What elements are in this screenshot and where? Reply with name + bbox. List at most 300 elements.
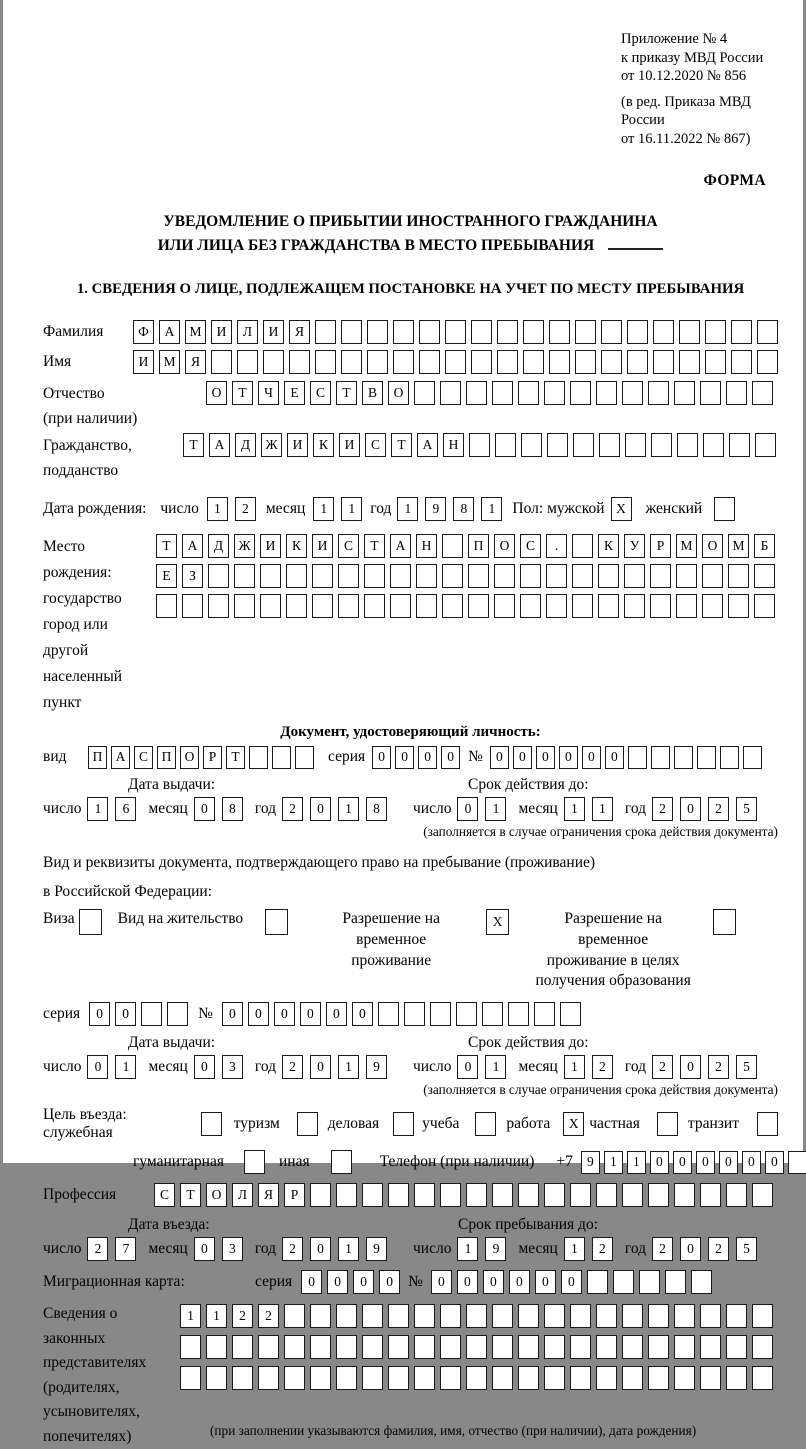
char-box[interactable]: 0	[418, 746, 437, 769]
char-box[interactable]	[549, 320, 570, 344]
char-box[interactable]	[492, 1304, 513, 1328]
char-box[interactable]	[442, 594, 463, 618]
char-box[interactable]: 0	[222, 1002, 243, 1026]
char-box[interactable]: 2	[652, 1237, 673, 1261]
char-box[interactable]: 1	[485, 1055, 506, 1079]
char-box[interactable]: Я	[289, 320, 310, 344]
char-box[interactable]: 0	[719, 1151, 738, 1174]
char-box[interactable]: А	[417, 433, 438, 457]
char-box[interactable]	[167, 1002, 188, 1026]
char-box[interactable]: 9	[485, 1237, 506, 1261]
char-box[interactable]	[272, 746, 291, 769]
char-box[interactable]: К	[286, 534, 307, 558]
char-box[interactable]: Я	[185, 350, 206, 374]
char-box[interactable]	[598, 594, 619, 618]
char-box[interactable]	[244, 1150, 265, 1174]
char-box[interactable]: 0	[310, 1055, 331, 1079]
char-box[interactable]	[286, 594, 307, 618]
char-box[interactable]	[651, 433, 672, 457]
char-box[interactable]: О	[206, 1183, 227, 1207]
char-box[interactable]	[674, 381, 695, 405]
char-box[interactable]	[315, 350, 336, 374]
char-box[interactable]	[752, 1304, 773, 1328]
char-box[interactable]: 0	[483, 1270, 504, 1294]
char-box[interactable]: 9	[366, 1055, 387, 1079]
char-box[interactable]: И	[211, 320, 232, 344]
char-box[interactable]: 2	[282, 1237, 303, 1261]
char-box[interactable]: З	[182, 564, 203, 588]
char-box[interactable]: М	[676, 534, 697, 558]
char-box[interactable]: 6	[115, 797, 136, 821]
char-box[interactable]: Т	[391, 433, 412, 457]
char-box[interactable]	[404, 1002, 425, 1026]
char-box[interactable]	[648, 1304, 669, 1328]
char-box[interactable]	[702, 594, 723, 618]
char-box[interactable]	[440, 1366, 461, 1390]
char-box[interactable]	[310, 1183, 331, 1207]
char-box[interactable]	[440, 1304, 461, 1328]
char-box[interactable]: 0	[327, 1270, 348, 1294]
char-box[interactable]	[703, 433, 724, 457]
char-box[interactable]: .	[546, 534, 567, 558]
char-box[interactable]: Т	[180, 1183, 201, 1207]
char-box[interactable]: А	[182, 534, 203, 558]
char-box[interactable]	[367, 350, 388, 374]
char-box[interactable]: С	[154, 1183, 175, 1207]
char-box[interactable]: 2	[282, 797, 303, 821]
char-box[interactable]	[731, 350, 752, 374]
char-box[interactable]: Т	[183, 433, 204, 457]
char-box[interactable]	[414, 1335, 435, 1359]
char-box[interactable]	[388, 1366, 409, 1390]
char-box[interactable]	[414, 1183, 435, 1207]
char-box[interactable]	[180, 1366, 201, 1390]
char-box[interactable]	[752, 381, 773, 405]
char-box[interactable]: 0	[115, 1002, 136, 1026]
char-box[interactable]: 2	[708, 797, 729, 821]
char-box[interactable]: Я	[258, 1183, 279, 1207]
char-box[interactable]	[674, 746, 693, 769]
char-box[interactable]: И	[339, 433, 360, 457]
char-box[interactable]	[388, 1335, 409, 1359]
char-box[interactable]	[653, 350, 674, 374]
char-box[interactable]	[494, 594, 515, 618]
char-box[interactable]: Ж	[234, 534, 255, 558]
char-box[interactable]: 0	[535, 1270, 556, 1294]
char-box[interactable]	[466, 1335, 487, 1359]
char-box[interactable]: М	[185, 320, 206, 344]
char-box[interactable]	[419, 350, 440, 374]
char-box[interactable]	[471, 320, 492, 344]
char-box[interactable]: Т	[364, 534, 385, 558]
char-box[interactable]: О	[206, 381, 227, 405]
char-box[interactable]: 1	[338, 797, 359, 821]
char-box[interactable]: 5	[736, 1237, 757, 1261]
char-box[interactable]: 2	[708, 1055, 729, 1079]
char-box[interactable]	[518, 1183, 539, 1207]
char-box[interactable]	[639, 1270, 660, 1294]
char-box[interactable]	[419, 320, 440, 344]
char-box[interactable]: 0	[605, 746, 624, 769]
char-box[interactable]	[573, 433, 594, 457]
char-box[interactable]	[440, 1183, 461, 1207]
char-box[interactable]: С	[134, 746, 153, 769]
char-box[interactable]: 0	[696, 1151, 715, 1174]
char-box[interactable]: 8	[366, 797, 387, 821]
char-box[interactable]	[414, 1304, 435, 1328]
char-box[interactable]	[492, 1335, 513, 1359]
char-box[interactable]: 1	[87, 797, 108, 821]
char-box[interactable]: М	[728, 534, 749, 558]
char-box[interactable]	[388, 1304, 409, 1328]
char-box[interactable]: 0	[742, 1151, 761, 1174]
char-box[interactable]: 2	[652, 1055, 673, 1079]
char-box[interactable]	[627, 350, 648, 374]
char-box[interactable]: А	[111, 746, 130, 769]
char-box[interactable]: 2	[235, 497, 256, 521]
char-box[interactable]: 0	[650, 1151, 669, 1174]
char-box[interactable]	[788, 1151, 806, 1174]
char-box[interactable]: 2	[87, 1237, 108, 1261]
char-box[interactable]	[378, 1002, 399, 1026]
char-box[interactable]	[234, 594, 255, 618]
char-box[interactable]: 0	[248, 1002, 269, 1026]
char-box[interactable]	[752, 1335, 773, 1359]
char-box[interactable]	[497, 350, 518, 374]
char-box[interactable]: О	[180, 746, 199, 769]
char-box[interactable]	[206, 1335, 227, 1359]
char-box[interactable]: 0	[89, 1002, 110, 1026]
char-box[interactable]	[648, 1366, 669, 1390]
char-box[interactable]: Т	[156, 534, 177, 558]
char-box[interactable]: У	[624, 534, 645, 558]
char-box[interactable]: X	[486, 909, 509, 935]
char-box[interactable]	[743, 746, 762, 769]
char-box[interactable]: 1	[457, 1237, 478, 1261]
char-box[interactable]: 1	[592, 797, 613, 821]
char-box[interactable]	[520, 594, 541, 618]
char-box[interactable]	[284, 1304, 305, 1328]
char-box[interactable]: 3	[222, 1237, 243, 1261]
char-box[interactable]	[674, 1335, 695, 1359]
char-box[interactable]: 2	[592, 1237, 613, 1261]
char-box[interactable]	[249, 746, 268, 769]
char-box[interactable]	[729, 433, 750, 457]
char-box[interactable]	[440, 381, 461, 405]
char-box[interactable]	[393, 350, 414, 374]
char-box[interactable]: С	[310, 381, 331, 405]
char-box[interactable]: И	[263, 320, 284, 344]
char-box[interactable]: 0	[431, 1270, 452, 1294]
char-box[interactable]	[482, 1002, 503, 1026]
char-box[interactable]: 0	[490, 746, 509, 769]
char-box[interactable]	[234, 564, 255, 588]
char-box[interactable]	[570, 1335, 591, 1359]
char-box[interactable]	[466, 1366, 487, 1390]
char-box[interactable]	[469, 433, 490, 457]
char-box[interactable]	[471, 350, 492, 374]
char-box[interactable]	[726, 1304, 747, 1328]
char-box[interactable]	[622, 1366, 643, 1390]
char-box[interactable]	[141, 1002, 162, 1026]
char-box[interactable]: 1	[564, 797, 585, 821]
char-box[interactable]: 1	[338, 1055, 359, 1079]
char-box[interactable]	[599, 433, 620, 457]
char-box[interactable]: 0	[509, 1270, 530, 1294]
char-box[interactable]	[440, 1335, 461, 1359]
char-box[interactable]: 0	[194, 1055, 215, 1079]
char-box[interactable]	[310, 1366, 331, 1390]
char-box[interactable]	[728, 564, 749, 588]
char-box[interactable]	[676, 594, 697, 618]
char-box[interactable]: 9	[366, 1237, 387, 1261]
char-box[interactable]	[757, 350, 778, 374]
char-box[interactable]: 1	[564, 1237, 585, 1261]
char-box[interactable]	[752, 1183, 773, 1207]
char-box[interactable]: 0	[379, 1270, 400, 1294]
char-box[interactable]: 1	[313, 497, 334, 521]
char-box[interactable]	[544, 1335, 565, 1359]
char-box[interactable]: А	[159, 320, 180, 344]
char-box[interactable]: М	[159, 350, 180, 374]
char-box[interactable]	[700, 1183, 721, 1207]
char-box[interactable]	[570, 1304, 591, 1328]
char-box[interactable]	[596, 1183, 617, 1207]
char-box[interactable]: 1	[627, 1151, 646, 1174]
char-box[interactable]: 0	[395, 746, 414, 769]
char-box[interactable]	[575, 350, 596, 374]
char-box[interactable]	[260, 594, 281, 618]
char-box[interactable]: И	[312, 534, 333, 558]
char-box[interactable]	[336, 1304, 357, 1328]
char-box[interactable]	[232, 1366, 253, 1390]
char-box[interactable]	[627, 320, 648, 344]
char-box[interactable]	[622, 1335, 643, 1359]
char-box[interactable]	[286, 564, 307, 588]
char-box[interactable]: 0	[194, 797, 215, 821]
char-box[interactable]	[336, 1366, 357, 1390]
char-box[interactable]: 2	[258, 1304, 279, 1328]
char-box[interactable]	[713, 909, 736, 935]
char-box[interactable]	[310, 1335, 331, 1359]
char-box[interactable]: О	[494, 534, 515, 558]
char-box[interactable]: 3	[222, 1055, 243, 1079]
char-box[interactable]	[754, 564, 775, 588]
char-box[interactable]	[442, 534, 463, 558]
char-box[interactable]	[679, 320, 700, 344]
char-box[interactable]	[700, 1335, 721, 1359]
char-box[interactable]	[534, 1002, 555, 1026]
char-box[interactable]	[657, 1112, 678, 1136]
char-box[interactable]: И	[260, 534, 281, 558]
char-box[interactable]	[596, 1335, 617, 1359]
char-box[interactable]	[679, 350, 700, 374]
char-box[interactable]	[752, 1366, 773, 1390]
char-box[interactable]	[648, 1335, 669, 1359]
char-box[interactable]	[237, 350, 258, 374]
char-box[interactable]	[648, 1183, 669, 1207]
char-box[interactable]	[665, 1270, 686, 1294]
char-box[interactable]: Р	[650, 534, 671, 558]
char-box[interactable]	[757, 320, 778, 344]
char-box[interactable]: 1	[604, 1151, 623, 1174]
char-box[interactable]: 1	[397, 497, 418, 521]
char-box[interactable]	[523, 350, 544, 374]
char-box[interactable]	[312, 594, 333, 618]
char-box[interactable]: Д	[235, 433, 256, 457]
char-box[interactable]	[598, 564, 619, 588]
char-box[interactable]	[587, 1270, 608, 1294]
char-box[interactable]: П	[88, 746, 107, 769]
char-box[interactable]	[728, 594, 749, 618]
char-box[interactable]	[312, 564, 333, 588]
char-box[interactable]: Р	[203, 746, 222, 769]
char-box[interactable]: В	[362, 381, 383, 405]
char-box[interactable]: С	[520, 534, 541, 558]
char-box[interactable]: 0	[274, 1002, 295, 1026]
char-box[interactable]	[705, 350, 726, 374]
char-box[interactable]	[521, 433, 542, 457]
char-box[interactable]	[442, 564, 463, 588]
char-box[interactable]	[263, 350, 284, 374]
char-box[interactable]: 8	[222, 797, 243, 821]
char-box[interactable]: Ф	[133, 320, 154, 344]
char-box[interactable]	[674, 1183, 695, 1207]
char-box[interactable]	[362, 1304, 383, 1328]
char-box[interactable]: 0	[301, 1270, 322, 1294]
char-box[interactable]: Л	[232, 1183, 253, 1207]
char-box[interactable]	[456, 1002, 477, 1026]
char-box[interactable]: 0	[680, 1055, 701, 1079]
char-box[interactable]: Л	[237, 320, 258, 344]
char-box[interactable]	[518, 1304, 539, 1328]
char-box[interactable]	[390, 594, 411, 618]
char-box[interactable]	[211, 350, 232, 374]
char-box[interactable]	[338, 564, 359, 588]
char-box[interactable]	[650, 594, 671, 618]
char-box[interactable]	[544, 1304, 565, 1328]
char-box[interactable]	[572, 594, 593, 618]
char-box[interactable]	[624, 564, 645, 588]
char-box[interactable]	[572, 564, 593, 588]
char-box[interactable]	[508, 1002, 529, 1026]
char-box[interactable]	[388, 1183, 409, 1207]
char-box[interactable]	[726, 381, 747, 405]
char-box[interactable]	[364, 594, 385, 618]
char-box[interactable]	[430, 1002, 451, 1026]
char-box[interactable]: 1	[564, 1055, 585, 1079]
char-box[interactable]: 0	[457, 797, 478, 821]
char-box[interactable]	[466, 1183, 487, 1207]
char-box[interactable]	[393, 1112, 414, 1136]
char-box[interactable]	[265, 909, 288, 935]
char-box[interactable]: К	[598, 534, 619, 558]
char-box[interactable]	[468, 564, 489, 588]
char-box[interactable]	[697, 746, 716, 769]
char-box[interactable]: Р	[284, 1183, 305, 1207]
char-box[interactable]	[331, 1150, 352, 1174]
char-box[interactable]	[466, 1304, 487, 1328]
char-box[interactable]	[208, 594, 229, 618]
char-box[interactable]	[546, 594, 567, 618]
char-box[interactable]	[726, 1183, 747, 1207]
char-box[interactable]: Б	[754, 534, 775, 558]
char-box[interactable]	[518, 1335, 539, 1359]
char-box[interactable]	[475, 1112, 496, 1136]
char-box[interactable]	[601, 350, 622, 374]
char-box[interactable]: 0	[326, 1002, 347, 1026]
char-box[interactable]	[295, 746, 314, 769]
char-box[interactable]	[494, 564, 515, 588]
char-box[interactable]	[714, 497, 735, 521]
char-box[interactable]	[700, 381, 721, 405]
char-box[interactable]	[570, 381, 591, 405]
char-box[interactable]: 0	[536, 746, 555, 769]
char-box[interactable]: 0	[457, 1055, 478, 1079]
char-box[interactable]	[206, 1366, 227, 1390]
char-box[interactable]: 1	[115, 1055, 136, 1079]
char-box[interactable]	[315, 320, 336, 344]
char-box[interactable]	[700, 1304, 721, 1328]
char-box[interactable]	[653, 320, 674, 344]
char-box[interactable]	[700, 1366, 721, 1390]
char-box[interactable]	[364, 564, 385, 588]
char-box[interactable]: X	[611, 497, 632, 521]
char-box[interactable]	[570, 1183, 591, 1207]
char-box[interactable]: 0	[353, 1270, 374, 1294]
char-box[interactable]: Ч	[258, 381, 279, 405]
char-box[interactable]	[691, 1270, 712, 1294]
char-box[interactable]: С	[365, 433, 386, 457]
char-box[interactable]: О	[388, 381, 409, 405]
char-box[interactable]: 1	[206, 1304, 227, 1328]
char-box[interactable]	[284, 1366, 305, 1390]
char-box[interactable]	[156, 594, 177, 618]
char-box[interactable]: Н	[443, 433, 464, 457]
char-box[interactable]: С	[338, 534, 359, 558]
char-box[interactable]	[674, 1304, 695, 1328]
char-box[interactable]	[416, 594, 437, 618]
char-box[interactable]: 7	[115, 1237, 136, 1261]
char-box[interactable]	[674, 1366, 695, 1390]
char-box[interactable]: Т	[226, 746, 245, 769]
char-box[interactable]: А	[390, 534, 411, 558]
char-box[interactable]	[492, 1183, 513, 1207]
char-box[interactable]: 5	[736, 1055, 757, 1079]
char-box[interactable]	[338, 594, 359, 618]
char-box[interactable]: 0	[559, 746, 578, 769]
char-box[interactable]	[755, 433, 776, 457]
char-box[interactable]	[260, 564, 281, 588]
char-box[interactable]: X	[563, 1112, 584, 1136]
char-box[interactable]	[570, 1366, 591, 1390]
char-box[interactable]	[596, 1366, 617, 1390]
char-box[interactable]: Т	[336, 381, 357, 405]
char-box[interactable]	[702, 564, 723, 588]
char-box[interactable]: 0	[680, 797, 701, 821]
char-box[interactable]	[757, 1112, 778, 1136]
char-box[interactable]	[726, 1335, 747, 1359]
char-box[interactable]	[362, 1335, 383, 1359]
char-box[interactable]: 0	[561, 1270, 582, 1294]
char-box[interactable]	[367, 320, 388, 344]
char-box[interactable]: 0	[680, 1237, 701, 1261]
char-box[interactable]: 0	[441, 746, 460, 769]
char-box[interactable]	[297, 1112, 318, 1136]
char-box[interactable]	[468, 594, 489, 618]
char-box[interactable]	[731, 320, 752, 344]
char-box[interactable]: 0	[582, 746, 601, 769]
